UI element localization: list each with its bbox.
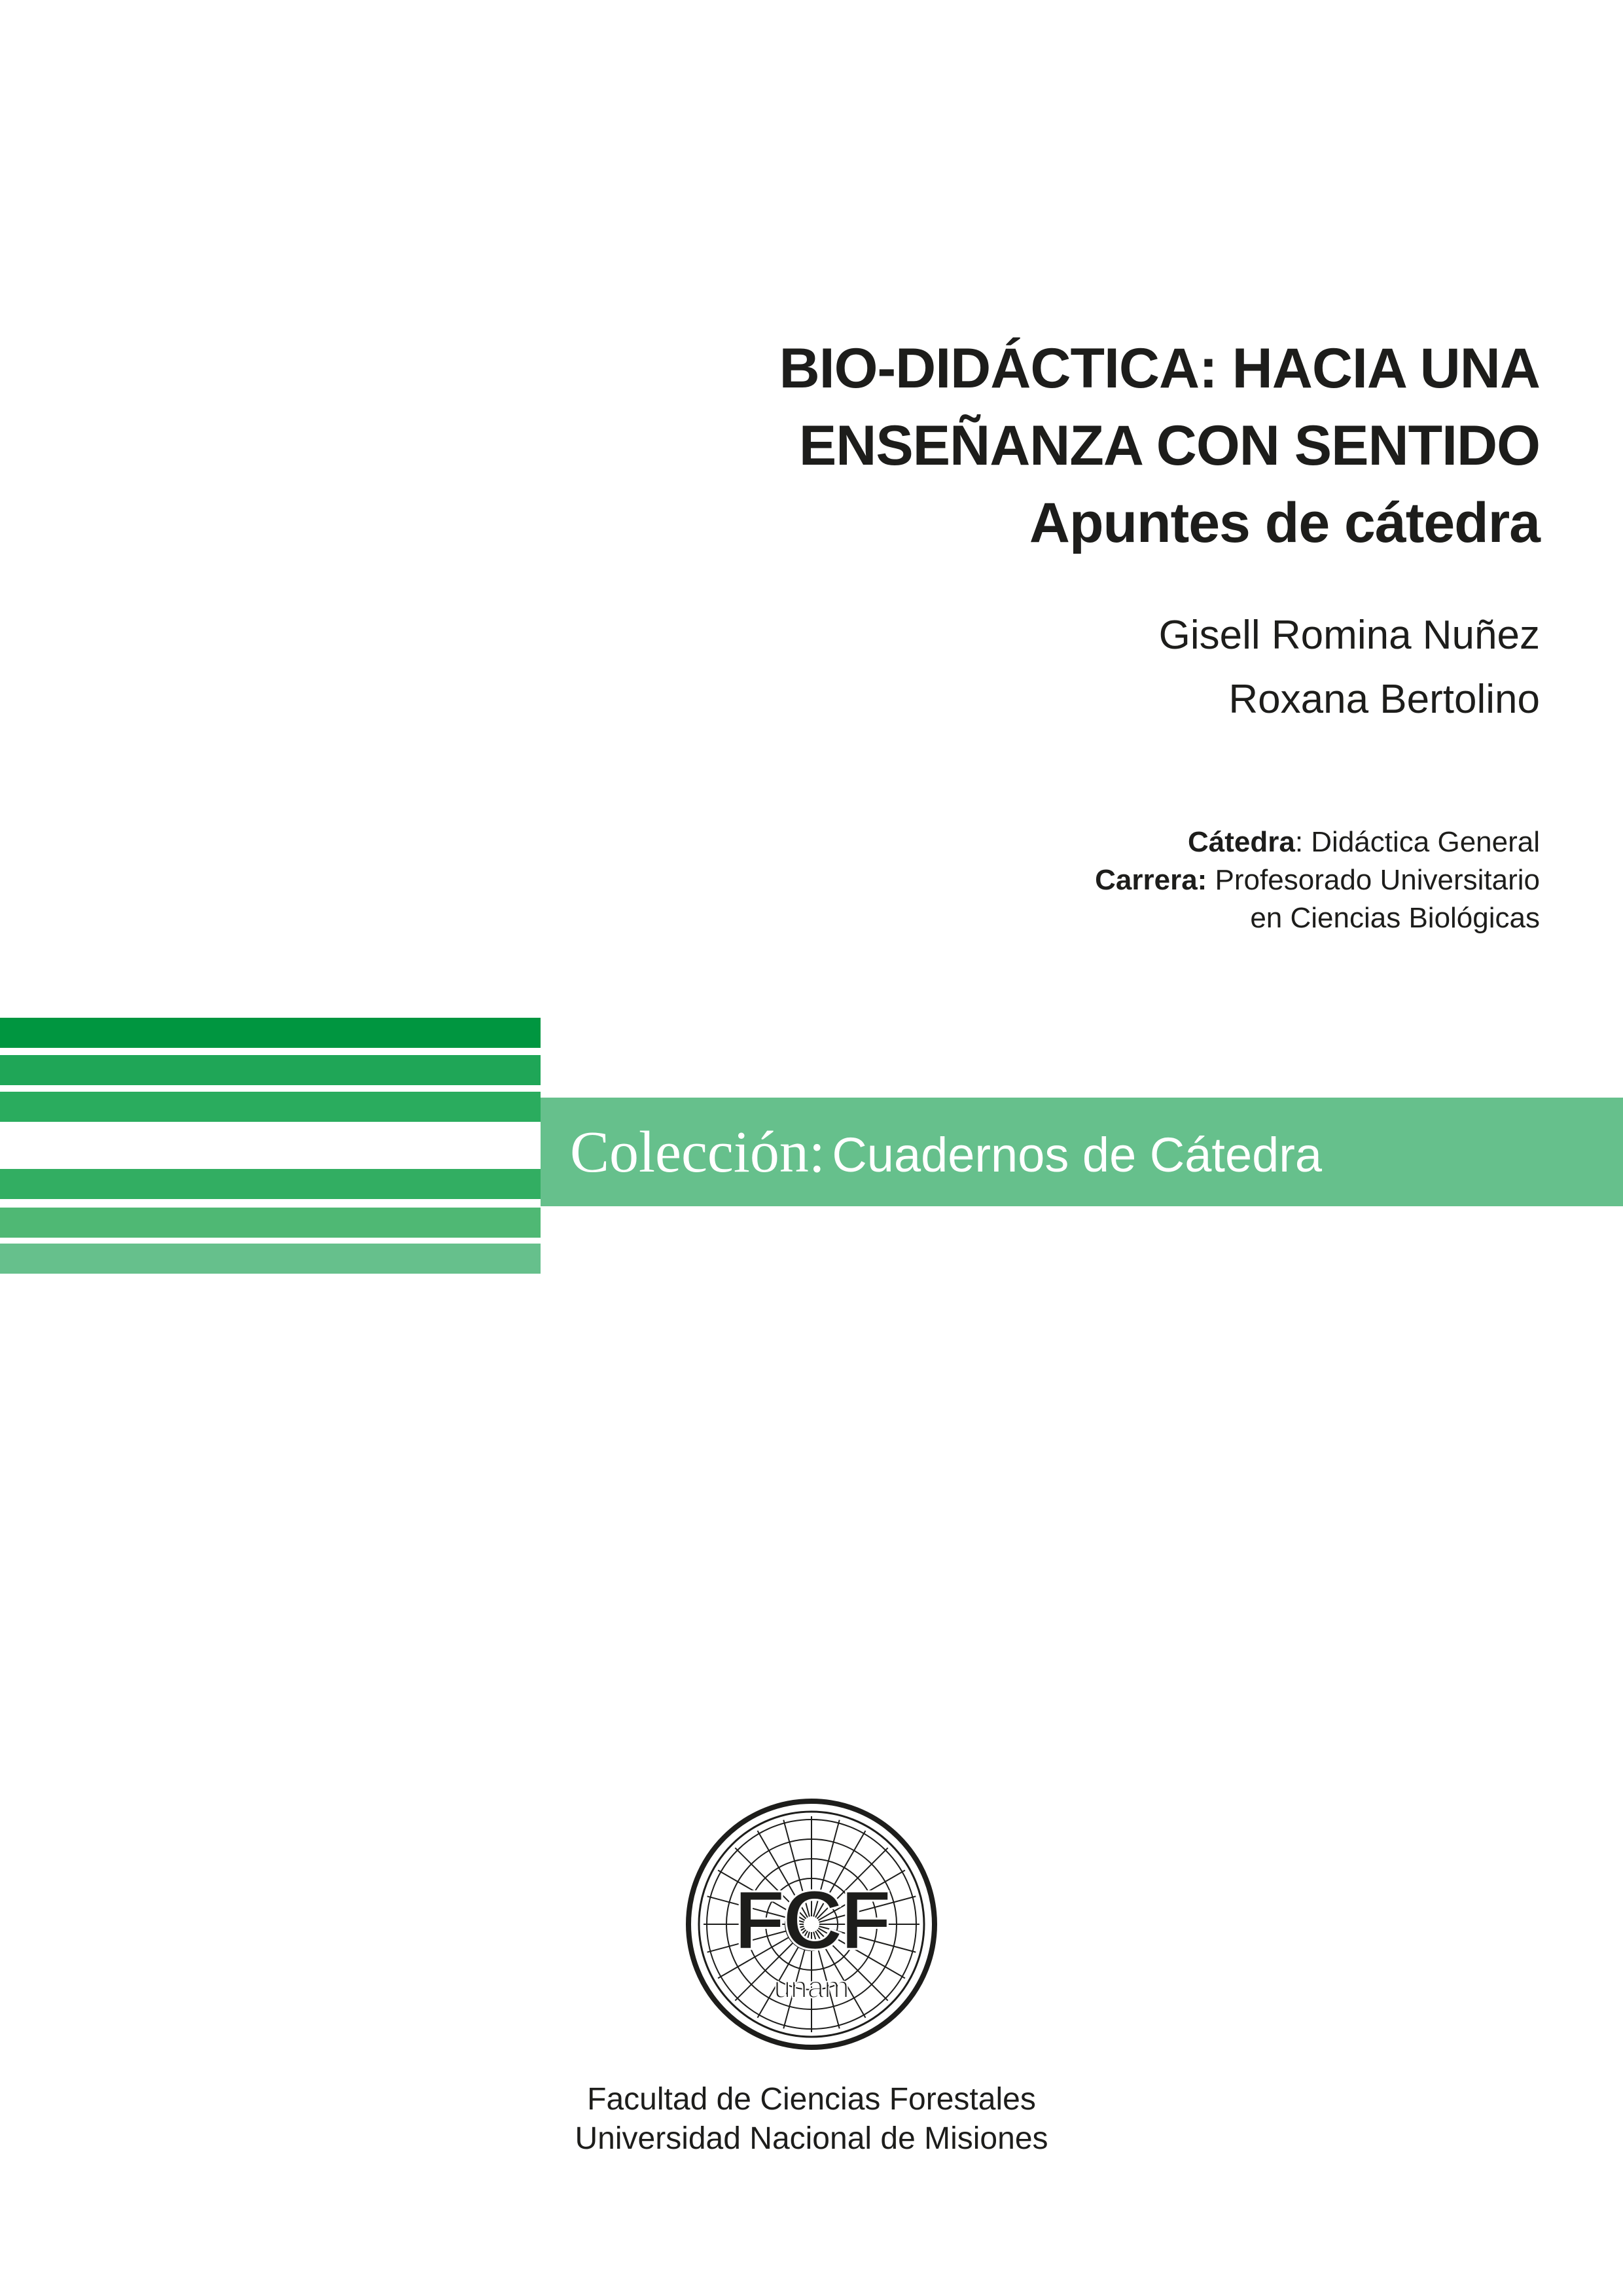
stripe-4 (0, 1169, 541, 1199)
fcf-unam-logo-icon (685, 1797, 938, 2051)
title-line-1: BIO-DIDÁCTICA: HACIA UNA (779, 337, 1540, 400)
faculty-name: Facultad de Ciencias Forestales (587, 2082, 1036, 2117)
author-2: Roxana Bertolino (1228, 677, 1540, 722)
collection-band (541, 1098, 1623, 1206)
logo-text: FCF (734, 1874, 889, 1967)
stripe-5 (0, 1208, 541, 1238)
catedra-label: Cátedra (1187, 826, 1295, 858)
catedra-value: : Didáctica General (1294, 826, 1540, 858)
title-block (558, 337, 1540, 554)
catedra-row (1095, 823, 1540, 861)
subtitle: Apuntes de cátedra (1029, 492, 1540, 554)
carrera-row (1095, 861, 1540, 899)
course-info (1095, 823, 1540, 937)
institution (0, 2080, 1623, 2159)
author-1: Gisell Romina Nuñez (1158, 613, 1540, 658)
carrera-label: Carrera: (1095, 864, 1207, 896)
carrera-row-2 (1095, 899, 1540, 937)
stripe-3 (0, 1092, 541, 1122)
carrera-value: Profesorado Universitario (1207, 864, 1540, 896)
title-line-2: ENSEÑANZA CON SENTIDO (798, 414, 1540, 477)
carrera-value-2: en Ciencias Biológicas (1250, 902, 1540, 934)
collection-name: Cuadernos de Cátedra (832, 1127, 1323, 1182)
university-name: Universidad Nacional de Misiones (575, 2121, 1048, 2156)
stripe-2 (0, 1055, 541, 1085)
stripe-6 (0, 1244, 541, 1274)
collection-text (541, 1119, 1322, 1186)
stripe-1 (0, 1018, 541, 1048)
collection-label: Colección: (570, 1119, 825, 1185)
logo-subtext: unam (774, 1970, 849, 2004)
authors (1159, 615, 1540, 720)
